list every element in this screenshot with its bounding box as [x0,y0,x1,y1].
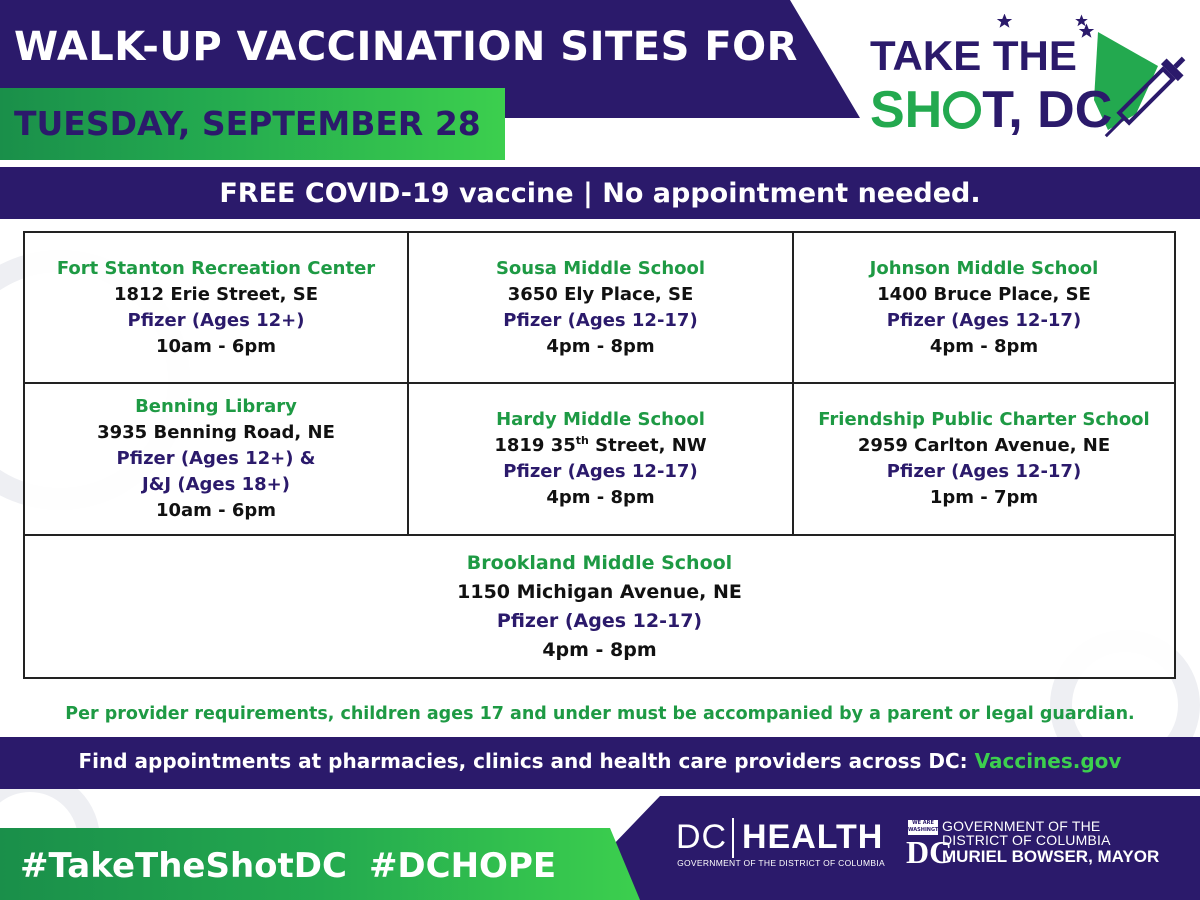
site-address [494,433,706,459]
hashtag-taketheshotdc: #TakeTheShotDC [20,846,347,886]
site-hours: 10am - 6pm [155,335,277,357]
site-name: Fort Stanton Recreation Center [56,257,376,279]
site-address: 3935 Benning Road, NE [97,422,335,443]
site-hours: 10am - 6pm [155,500,277,521]
site-card [25,384,407,534]
guardian-notice: Per provider requirements, children ages 17 and under must be accompanied by a parent or legal guardian. [65,704,1135,724]
site-vaccine: Pfizer (Ages 12-17) [496,609,703,632]
site-vaccine-secondary: J&J (Ages 18+) [142,474,290,495]
site-address: 1150 Michigan Avenue, NE [457,580,742,603]
gov-line2: DISTRICT OF COLUMBIA [942,832,1111,848]
take-the-shot-logo [868,14,1188,154]
site-name: Brookland Middle School [466,551,733,574]
gov-mayor: MURIEL BOWSER, MAYOR [942,847,1160,866]
site-name: Hardy Middle School [496,409,705,430]
hashtags [20,846,556,886]
site-name: Benning Library [135,396,297,417]
hashtag-dchope: #DCHOPE [368,846,557,886]
site-card [794,384,1174,534]
logo-shot-dc [870,80,1112,140]
find-text: Find appointments at pharmacies, clinics and health care providers across DC: [78,749,975,773]
site-vaccine: Pfizer (Ages 12-17) [886,461,1082,482]
vaccines-gov-link[interactable]: Vaccines.gov [974,749,1122,773]
gov-dc-mark: DC [906,834,953,870]
divider [732,818,734,858]
site-vaccine: Pfizer (Ages 12-17) [503,461,698,482]
dc-health-health: HEALTH [742,818,884,856]
logo-take-the: TAKE THE [870,32,1077,79]
site-vaccine: Pfizer (Ages 12+) [127,309,305,331]
site-hours: 4pm - 8pm [542,638,657,661]
address-street: Street, NW [588,435,707,456]
address-ordinal: th [575,434,589,447]
virus-icon [943,91,981,129]
site-hours: 4pm - 8pm [546,487,655,508]
site-address: 3650 Ely Place, SE [507,283,694,305]
find-appointments-text [0,749,1200,773]
dc-health-subtitle: GOVERNMENT OF THE DISTRICT OF COLUMBIA [677,858,885,868]
site-vaccine: Pfizer (Ages 12+) & [116,448,316,469]
tagline: FREE COVID-19 vaccine | No appointment needed. [219,178,981,209]
dc-health-dc: DC [676,818,728,856]
we-are-washington-badge: WE ARE WASHINGTON [908,820,947,833]
site-name: Johnson Middle School [869,257,1099,279]
site-hours: 4pm - 8pm [546,335,655,357]
site-hours: 4pm - 8pm [929,335,1039,357]
gov-line1: GOVERNMENT OF THE [942,818,1101,834]
dc-government-logo [906,816,1196,872]
site-vaccine: Pfizer (Ages 12-17) [886,309,1082,331]
site-address: 2959 Carlton Avenue, NE [857,435,1111,456]
page-title: WALK-UP VACCINATION SITES FOR [14,24,798,70]
logo-sh: SH [870,81,943,139]
event-date: TUESDAY, SEPTEMBER 28 [14,104,481,143]
site-card [409,233,792,382]
site-card [794,233,1174,382]
site-hours: 1pm - 7pm [929,487,1039,508]
site-card [25,536,1174,677]
logo-t-dc: T, DC [982,81,1113,139]
site-card [409,384,792,534]
address-number: 1819 35 [494,435,576,456]
site-name: Friendship Public Charter School [818,409,1150,430]
site-card [25,233,407,382]
sites-table [23,231,1176,679]
site-vaccine: Pfizer (Ages 12-17) [503,309,698,331]
site-name: Sousa Middle School [495,257,706,279]
site-address: 1812 Erie Street, SE [113,283,318,305]
site-address: 1400 Bruce Place, SE [877,283,1091,305]
